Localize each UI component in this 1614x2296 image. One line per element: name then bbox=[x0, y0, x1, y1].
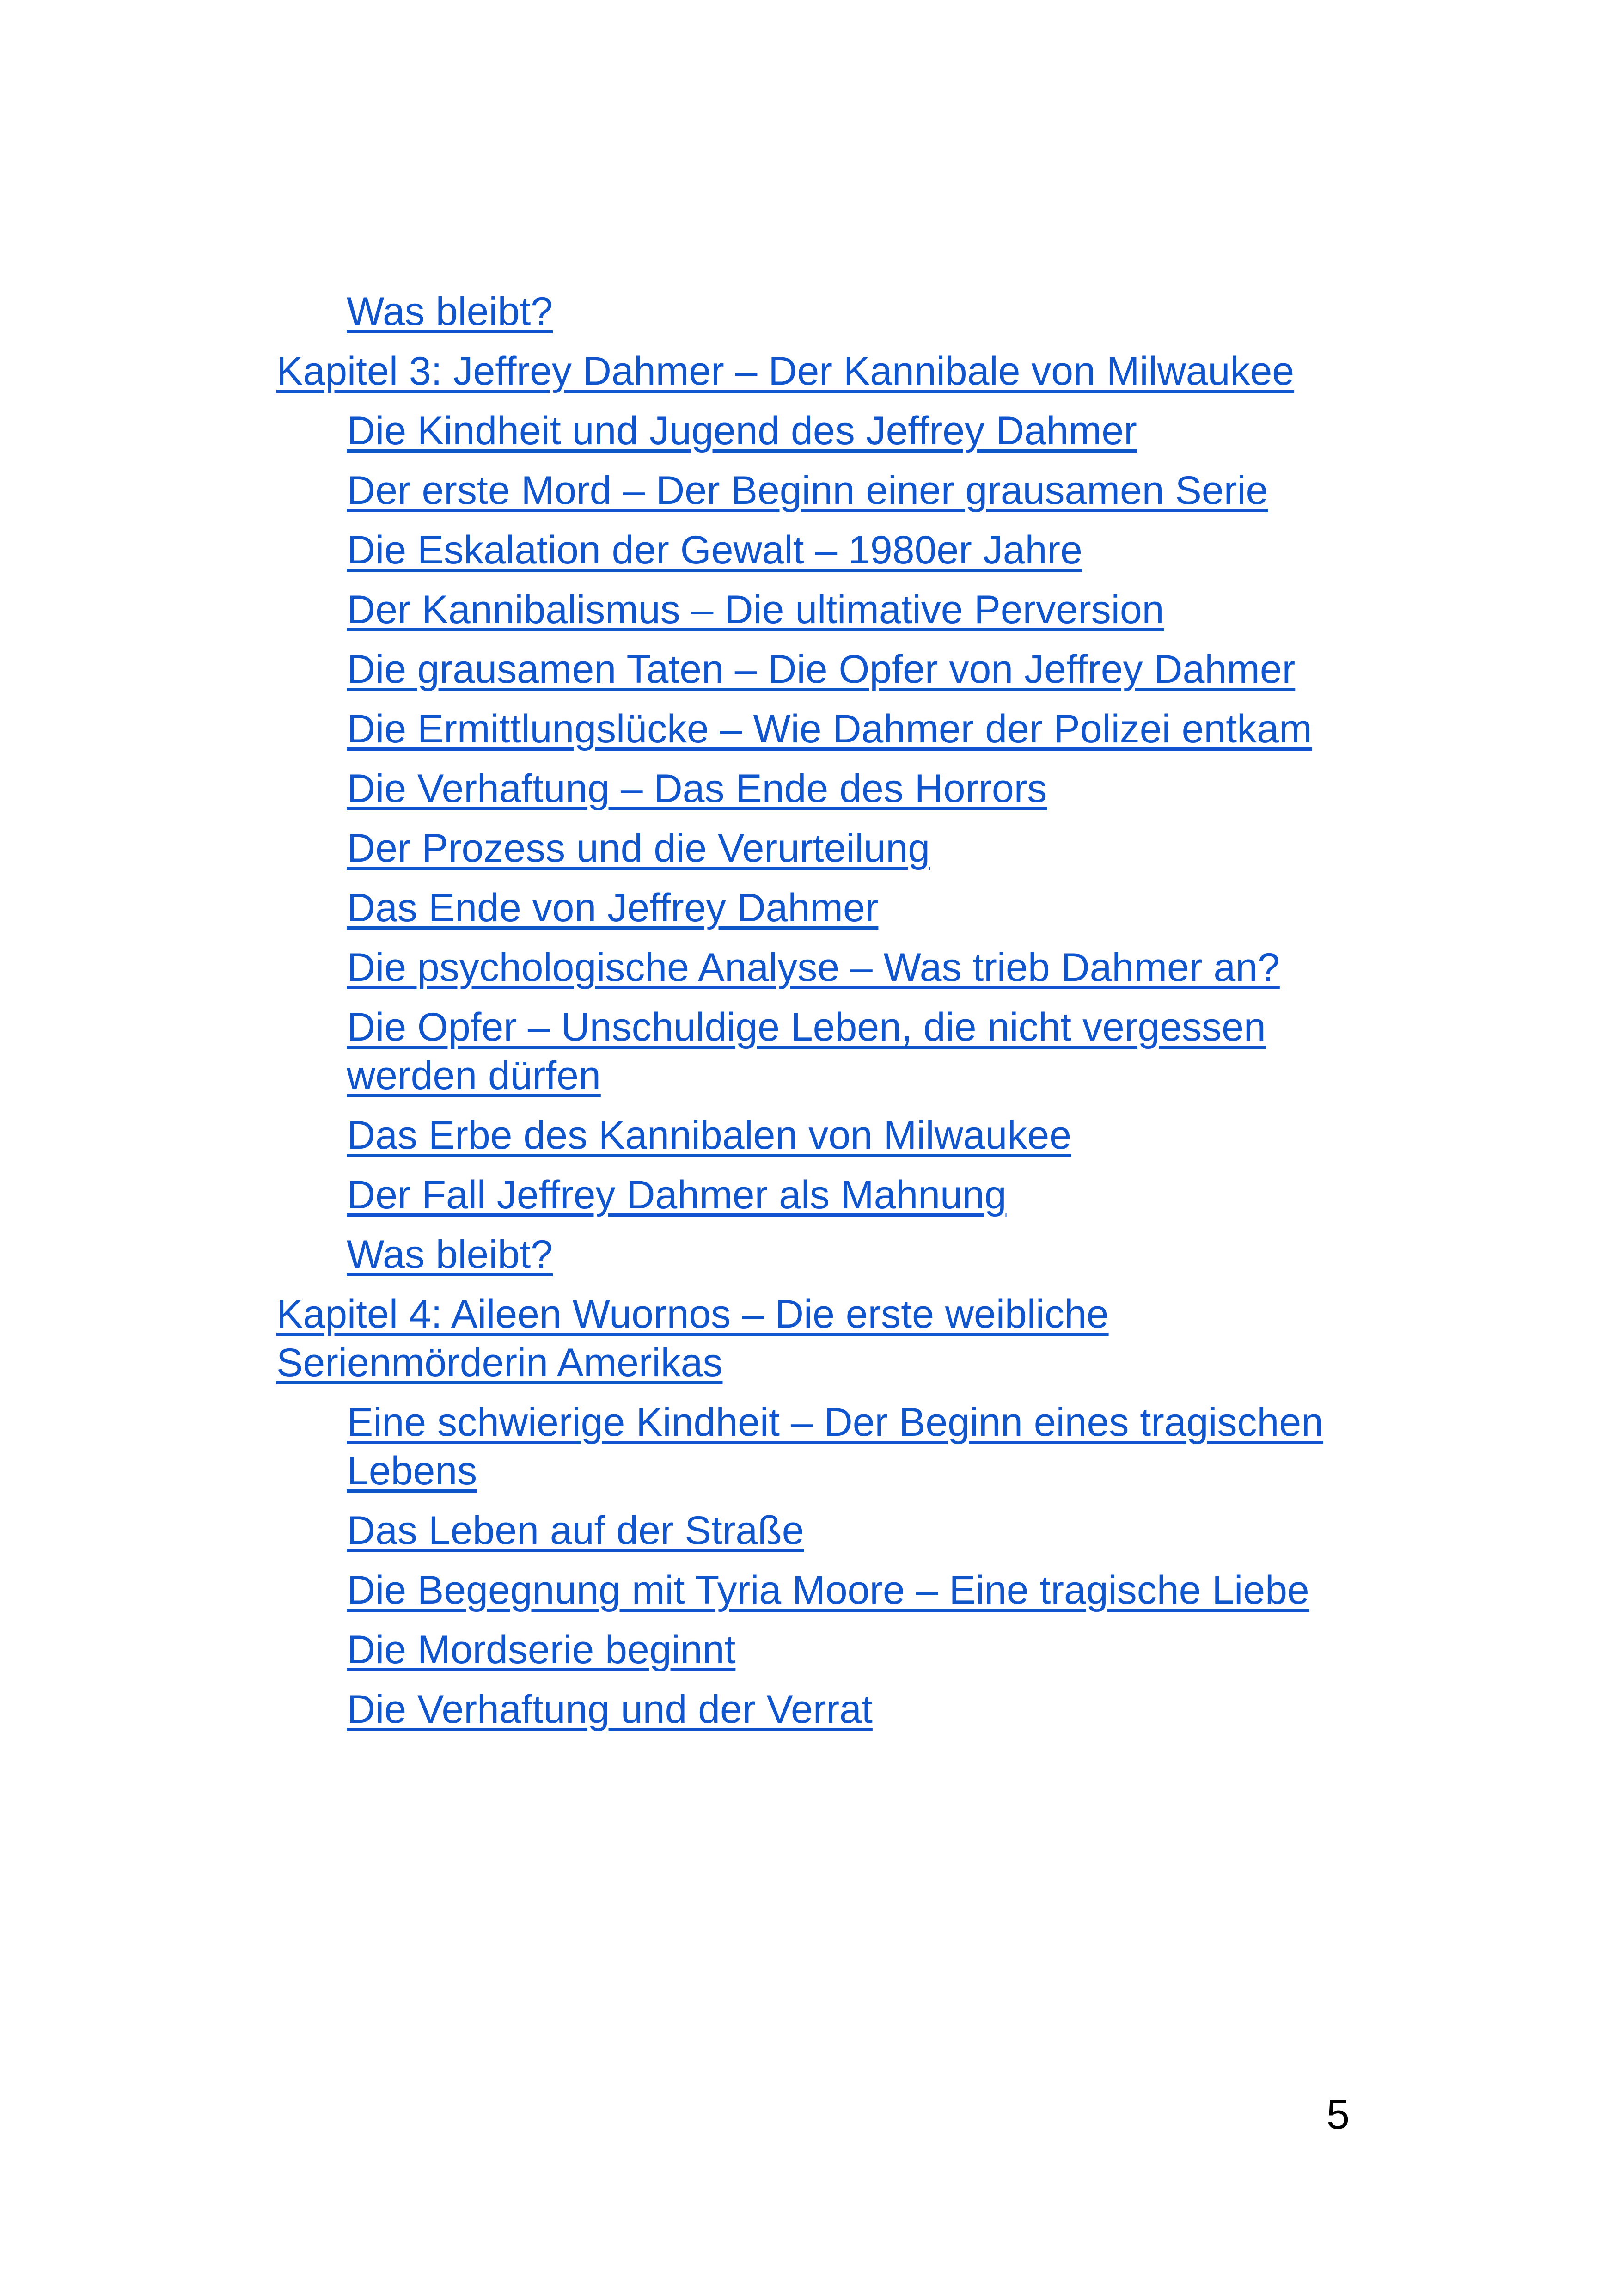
toc-entry bbox=[347, 1626, 1339, 1674]
toc-entry bbox=[347, 884, 1339, 932]
toc-chapter-entry bbox=[276, 1290, 1339, 1387]
toc-entry bbox=[347, 943, 1339, 992]
toc-entry bbox=[347, 407, 1339, 455]
toc-entry bbox=[347, 1231, 1339, 1279]
toc-link[interactable]: Die Begegnung mit Tyria Moore – Eine tragische Liebe bbox=[347, 1568, 1309, 1612]
toc-link[interactable]: Was bleibt? bbox=[347, 289, 553, 334]
toc-entry bbox=[347, 586, 1339, 634]
toc-link[interactable]: Das Ende von Jeffrey Dahmer bbox=[347, 886, 879, 930]
toc-link[interactable]: Der erste Mord – Der Beginn einer grausamen Serie bbox=[347, 468, 1268, 513]
toc-link[interactable]: Das Erbe des Kannibalen von Milwaukee bbox=[347, 1113, 1072, 1157]
toc-entry bbox=[347, 705, 1339, 753]
toc-link[interactable]: Die Kindheit und Jugend des Jeffrey Dahmer bbox=[347, 409, 1137, 453]
toc-link[interactable]: Der Kannibalismus – Die ultimative Perversion bbox=[347, 588, 1164, 632]
toc-link[interactable]: Die Verhaftung – Das Ende des Horrors bbox=[347, 766, 1047, 811]
toc-entry bbox=[347, 1566, 1339, 1615]
toc-entry bbox=[347, 288, 1339, 336]
toc-entry bbox=[347, 1003, 1339, 1100]
toc-link[interactable]: Der Prozess und die Verurteilung bbox=[347, 826, 930, 870]
toc-entry bbox=[347, 1171, 1339, 1219]
toc-link[interactable]: Das Leben auf der Straße bbox=[347, 1508, 804, 1553]
toc-entry bbox=[347, 824, 1339, 873]
toc-entry bbox=[347, 645, 1339, 694]
toc-entry bbox=[347, 1506, 1339, 1555]
toc-chapter-link[interactable]: Kapitel 3: Jeffrey Dahmer – Der Kannibale von Milwaukee bbox=[276, 349, 1295, 393]
toc-link[interactable]: Die grausamen Taten – Die Opfer von Jeffrey Dahmer bbox=[347, 647, 1296, 692]
table-of-contents bbox=[276, 288, 1339, 1745]
toc-link[interactable]: Die Verhaftung und der Verrat bbox=[347, 1687, 873, 1732]
toc-entry bbox=[347, 1398, 1339, 1495]
toc-chapter-link[interactable]: Kapitel 4: Aileen Wuornos – Die erste weibliche Serienmörderin Amerikas bbox=[276, 1292, 1109, 1385]
toc-entry bbox=[347, 1685, 1339, 1734]
toc-link[interactable]: Was bleibt? bbox=[347, 1232, 553, 1277]
toc-link[interactable]: Eine schwierige Kindheit – Der Beginn eines tragischen Lebens bbox=[347, 1400, 1324, 1493]
toc-link[interactable]: Die Opfer – Unschuldige Leben, die nicht vergessen werden dürfen bbox=[347, 1005, 1266, 1098]
toc-chapter-entry bbox=[276, 347, 1339, 396]
toc-link[interactable]: Die Eskalation der Gewalt – 1980er Jahre bbox=[347, 528, 1082, 572]
toc-link[interactable]: Der Fall Jeffrey Dahmer als Mahnung bbox=[347, 1173, 1007, 1217]
toc-entry bbox=[347, 1111, 1339, 1160]
page-number: 5 bbox=[1326, 2092, 1350, 2138]
toc-link[interactable]: Die Mordserie beginnt bbox=[347, 1628, 736, 1672]
toc-link[interactable]: Die psychologische Analyse – Was trieb Dahmer an? bbox=[347, 945, 1280, 990]
toc-entry bbox=[347, 466, 1339, 515]
toc-entry bbox=[347, 526, 1339, 575]
toc-link[interactable]: Die Ermittlungslücke – Wie Dahmer der Polizei entkam bbox=[347, 707, 1312, 751]
toc-entry bbox=[347, 765, 1339, 813]
